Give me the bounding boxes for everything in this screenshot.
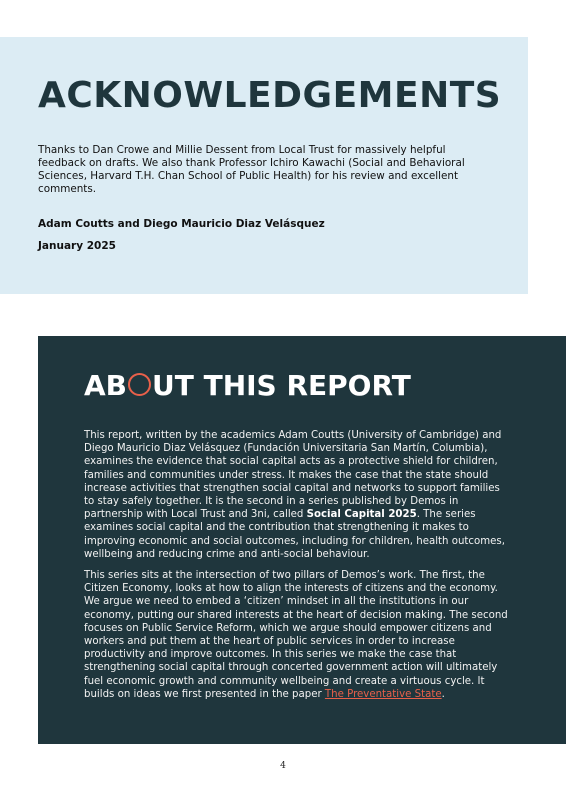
authors: Adam Coutts and Diego Mauricio Diaz Velásquez <box>38 218 325 230</box>
about-report-title <box>84 369 411 402</box>
publication-date: January 2025 <box>38 240 116 252</box>
circle-o-logo-icon <box>128 373 151 396</box>
page-number: 4 <box>280 761 286 771</box>
about-p1-text-end: . The series examines social capital and the contribution that strengthening it makes to improving economic and social outcomes, including for children, health outcomes, wellbeing and reducing crime and anti-social behaviour. <box>84 509 505 560</box>
preventative-state-link[interactable]: The Preventative State <box>324 688 442 700</box>
about-p2-text-end: . <box>441 688 445 700</box>
about-title-end: UT THIS REPORT <box>152 369 411 402</box>
acknowledgements-text: Thanks to Dan Crowe and Millie Dessent from Local Trust for massively helpful feedback on drafts. We also thank Professor Ichiro Kawachi (Social and Behavioral Sciences, Harvard T.H. Chan School of Public Health) for his review and excellent comments. <box>38 144 465 195</box>
about-p2-text-start: This series sits at the intersection of two pillars of Demos’s work. The first, the Citizen Economy, looks at how to align the interests of citizens and the economy. We argue we need to embed a ‘citizen’ mindset in all the institutions in our economy, putting our shared interests at the heart of decision making. The second focuses on Public Service Reform, which we argue should empower citizens and workers and put them at the heart of public services in order to increase productivity and improve outcomes. In this series we make the case that strengthening social capital through concerted government action will ultimately fuel economic growth and community wellbeing and create a virtuous cycle. It builds on ideas we first presented in the paper <box>84 570 508 700</box>
about-title-start: AB <box>84 369 128 402</box>
acknowledgements-title: ACKNOWLEDGEMENTS <box>38 75 502 116</box>
about-paragraph-2 <box>84 569 512 701</box>
about-p1-text-start: This report, written by the academics Adam Coutts (University of Cambridge) and Diego Mauricio Diaz Velásquez (Fundación Universitaria San Martín, Columbia), examines the evidence that social capital acts as a protective shield for children, families and communities under stress. It makes the case that the state should increase activities that strengthen social capital and networks to support families to stay safely together. It is the second in a series published by Demos in partnership with Local Trust and 3ni, called <box>84 430 502 521</box>
about-paragraph-1 <box>84 429 512 561</box>
series-name: Social Capital 2025 <box>306 509 417 521</box>
